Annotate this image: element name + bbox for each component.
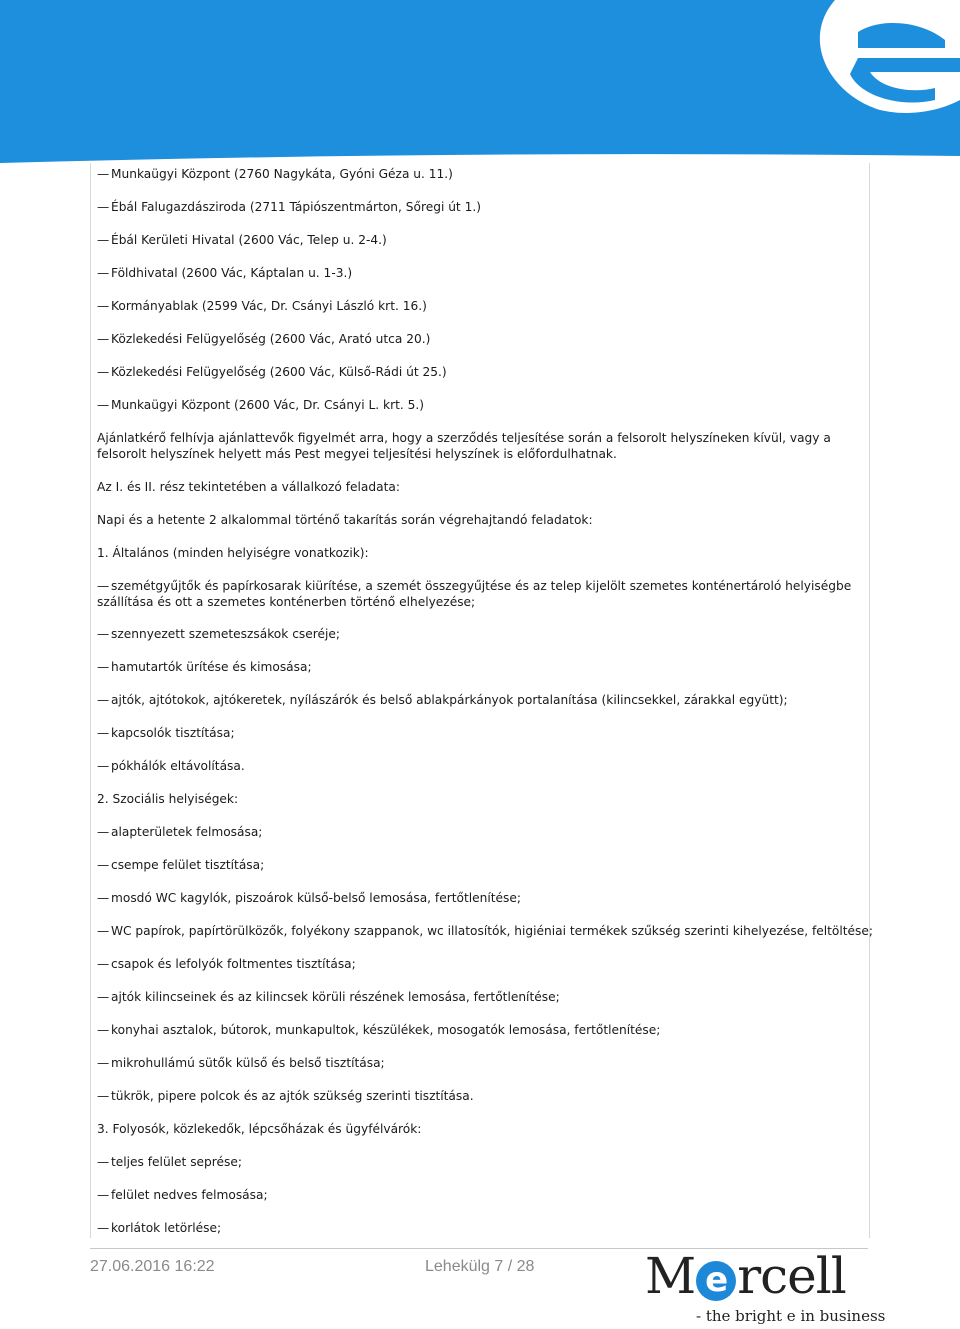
- bullet-dash-icon: —: [97, 891, 110, 905]
- line-text: mosdó WC kagylók, piszoárok külső-belső lemosása, fertőtlenítése;: [111, 891, 521, 905]
- paragraph: [97, 791, 862, 807]
- bullet-dash-icon: —: [97, 693, 110, 707]
- list-item: [97, 578, 862, 610]
- list-item: [97, 1220, 862, 1236]
- list-item: [97, 265, 862, 281]
- bullet-dash-icon: —: [97, 200, 110, 214]
- line-text: pókhálók eltávolítása.: [111, 759, 245, 773]
- line-text: csempe felület tisztítása;: [111, 858, 265, 872]
- list-item: [97, 1022, 862, 1038]
- line-text: ajtók kilincseinek és az kilincsek körüli részének lemosása, fertőtlenítése;: [111, 990, 560, 1004]
- bullet-dash-icon: —: [97, 1155, 110, 1169]
- bullet-dash-icon: —: [97, 332, 110, 346]
- line-text: tükrök, pipere polcok és az ajtók szükség szerinti tisztítása.: [111, 1089, 474, 1103]
- paragraph: [97, 1121, 862, 1137]
- list-item: [97, 166, 862, 182]
- paragraph: [97, 479, 862, 495]
- bullet-dash-icon: —: [97, 1221, 110, 1235]
- bullet-dash-icon: —: [97, 1056, 110, 1070]
- list-item: [97, 364, 862, 380]
- line-text: csapok és lefolyók foltmentes tisztítása;: [111, 957, 356, 971]
- list-item: [97, 397, 862, 413]
- bullet-dash-icon: —: [97, 990, 110, 1004]
- bullet-dash-icon: —: [97, 858, 110, 872]
- line-text: 1. Általános (minden helyiségre vonatkozik):: [97, 546, 369, 560]
- list-item: [97, 824, 862, 840]
- list-item: [97, 659, 862, 675]
- line-text: Ébál Kerületi Hivatal (2600 Vác, Telep u. 2-4.): [111, 233, 387, 247]
- line-text: hamutartók ürítése és kimosása;: [111, 660, 312, 674]
- line-text: 3. Folyosók, közlekedők, lépcsőházak és ügyfélvárók:: [97, 1122, 422, 1136]
- list-item: [97, 989, 862, 1005]
- bullet-dash-icon: —: [97, 167, 110, 181]
- bullet-dash-icon: —: [97, 233, 110, 247]
- logo-e-icon: e: [696, 1261, 736, 1301]
- list-item: [97, 626, 862, 642]
- line-text: Munkaügyi Központ (2600 Vác, Dr. Csányi L. krt. 5.): [111, 398, 425, 412]
- line-text: Az I. és II. rész tekintetében a vállalkozó feladata:: [97, 480, 400, 494]
- bullet-dash-icon: —: [97, 365, 110, 379]
- list-item: [97, 1154, 862, 1170]
- list-item: [97, 1055, 862, 1071]
- list-item: [97, 956, 862, 972]
- bullet-dash-icon: —: [97, 266, 110, 280]
- list-item: [97, 298, 862, 314]
- line-text: 2. Szociális helyiségek:: [97, 792, 239, 806]
- list-item: [97, 1088, 862, 1104]
- list-item: [97, 890, 862, 906]
- footer-timestamp: 27.06.2016 16:22: [90, 1258, 215, 1275]
- header-banner: [0, 0, 960, 163]
- line-text: Ébál Falugazdásziroda (2711 Tápiószentmárton, Sőregi út 1.): [111, 200, 481, 214]
- line-text: mikrohullámú sütők külső és belső tisztítása;: [111, 1056, 385, 1070]
- paragraph: [97, 430, 862, 462]
- bullet-dash-icon: —: [97, 398, 110, 412]
- list-item: [97, 857, 862, 873]
- line-text: Közlekedési Felügyelőség (2600 Vác, Külső-Rádi út 25.): [111, 365, 447, 379]
- line-text: felület nedves felmosása;: [111, 1188, 268, 1202]
- marcell-logo: [645, 1248, 846, 1304]
- list-item: [97, 923, 873, 939]
- list-item: [97, 692, 862, 708]
- list-item: [97, 758, 862, 774]
- bullet-dash-icon: —: [97, 726, 110, 740]
- line-text: kapcsolók tisztítása;: [111, 726, 235, 740]
- bullet-dash-icon: —: [97, 660, 110, 674]
- bullet-dash-icon: —: [97, 1188, 110, 1202]
- line-text: Közlekedési Felügyelőség (2600 Vác, Arató utca 20.): [111, 332, 431, 346]
- paragraph: [97, 545, 862, 561]
- line-text: Napi és a hetente 2 alkalommal történő takarítás során végrehajtandó feladatok:: [97, 513, 593, 527]
- bullet-dash-icon: —: [97, 759, 110, 773]
- logo-letters: rcell: [737, 1247, 846, 1305]
- bullet-dash-icon: —: [97, 1089, 110, 1103]
- list-item: [97, 1187, 862, 1203]
- line-text: ajtók, ajtótokok, ajtókeretek, nyílászárók és belső ablakpárkányok portalanítása (kilincsekkel, zárakkal együtt);: [111, 693, 788, 707]
- list-item: [97, 232, 862, 248]
- list-item: [97, 725, 862, 741]
- logo-letter-m: M: [645, 1247, 696, 1305]
- paragraph: [97, 512, 862, 528]
- bullet-dash-icon: —: [97, 1023, 110, 1037]
- list-item: [97, 331, 862, 347]
- line-text: Ajánlatkérő felhívja ajánlattevők figyelmét arra, hogy a szerződés teljesítése során a felsorolt helyszíneken kívül, vagy a felsorolt helyszínek helyett más Pest megyei teljesítési helyszínek is előfordulhatnak.: [97, 431, 831, 461]
- line-text: WC papírok, papírtörülközők, folyékony szappanok, wc illatosítók, higiéniai termékek szűkség szerinti kihelyezése, feltöltése;: [111, 924, 873, 938]
- bullet-dash-icon: —: [97, 299, 110, 313]
- bullet-dash-icon: —: [97, 957, 110, 971]
- bullet-dash-icon: —: [97, 627, 110, 641]
- bullet-dash-icon: —: [97, 579, 110, 593]
- footer-page-number: Lehekülg 7 / 28: [425, 1258, 535, 1275]
- line-text: Kormányablak (2599 Vác, Dr. Csányi László krt. 16.): [111, 299, 427, 313]
- bullet-dash-icon: —: [97, 924, 110, 938]
- line-text: szemétgyűjtők és papírkosarak kiürítése, a szemét összegyűjtése és az telep kijelölt szemetes konténertároló helyiségbe szállítása és ott a szemetes konténerben történő elhelyezése;: [97, 579, 852, 609]
- line-text: Munkaügyi Központ (2760 Nagykáta, Gyóni Géza u. 11.): [111, 167, 453, 181]
- bullet-dash-icon: —: [97, 825, 110, 839]
- list-item: [97, 199, 862, 215]
- line-text: Földhivatal (2600 Vác, Káptalan u. 1-3.): [111, 266, 353, 280]
- line-text: szennyezett szemeteszsákok cseréje;: [111, 627, 340, 641]
- line-text: konyhai asztalok, bútorok, munkapultok, készülékek, mosogatók lemosása, fertőtlenítése;: [111, 1023, 661, 1037]
- line-text: alapterületek felmosása;: [111, 825, 263, 839]
- line-text: teljes felület seprése;: [111, 1155, 242, 1169]
- line-text: korlátok letörlése;: [111, 1221, 222, 1235]
- logo-tagline: - the bright e in business: [696, 1307, 886, 1325]
